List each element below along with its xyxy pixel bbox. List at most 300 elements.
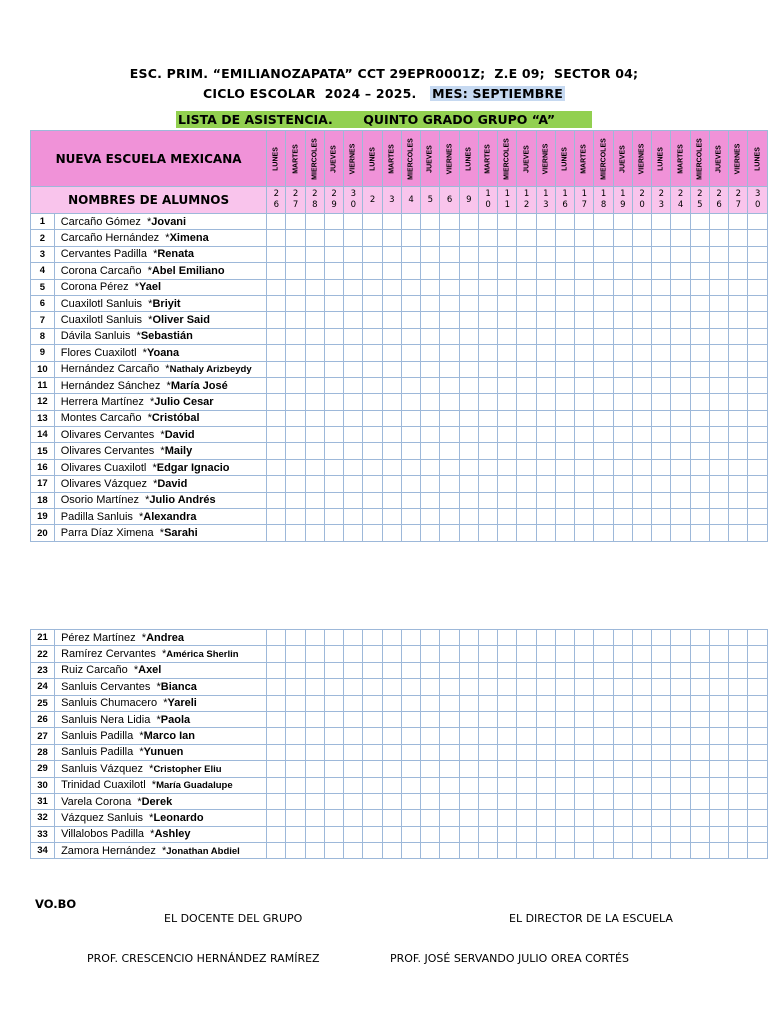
attendance-cell[interactable] (286, 410, 305, 426)
attendance-cell[interactable] (709, 728, 728, 744)
attendance-cell[interactable] (729, 459, 748, 475)
attendance-cell[interactable] (517, 328, 536, 344)
attendance-cell[interactable] (517, 728, 536, 744)
attendance-cell[interactable] (401, 793, 420, 809)
attendance-cell[interactable] (286, 279, 305, 295)
attendance-cell[interactable] (363, 679, 382, 695)
attendance-cell[interactable] (421, 630, 440, 646)
attendance-cell[interactable] (363, 711, 382, 727)
attendance-cell[interactable] (748, 279, 768, 295)
attendance-cell[interactable] (382, 328, 401, 344)
attendance-cell[interactable] (440, 761, 459, 777)
attendance-cell[interactable] (382, 295, 401, 311)
attendance-cell[interactable] (305, 744, 324, 760)
attendance-cell[interactable] (748, 646, 768, 662)
attendance-cell[interactable] (267, 246, 286, 262)
attendance-cell[interactable] (421, 377, 440, 393)
attendance-cell[interactable] (709, 394, 728, 410)
attendance-cell[interactable] (478, 711, 497, 727)
attendance-cell[interactable] (459, 410, 478, 426)
attendance-cell[interactable] (498, 761, 517, 777)
attendance-cell[interactable] (344, 246, 363, 262)
attendance-cell[interactable] (709, 826, 728, 842)
attendance-cell[interactable] (575, 246, 594, 262)
attendance-cell[interactable] (555, 328, 574, 344)
attendance-cell[interactable] (748, 793, 768, 809)
attendance-cell[interactable] (632, 761, 651, 777)
attendance-cell[interactable] (344, 711, 363, 727)
attendance-cell[interactable] (536, 410, 555, 426)
attendance-cell[interactable] (632, 394, 651, 410)
attendance-cell[interactable] (671, 427, 690, 443)
attendance-cell[interactable] (536, 630, 555, 646)
attendance-cell[interactable] (382, 630, 401, 646)
attendance-cell[interactable] (459, 394, 478, 410)
attendance-cell[interactable] (459, 443, 478, 459)
attendance-cell[interactable] (382, 377, 401, 393)
attendance-cell[interactable] (267, 662, 286, 678)
attendance-cell[interactable] (613, 679, 632, 695)
attendance-cell[interactable] (729, 630, 748, 646)
attendance-cell[interactable] (748, 230, 768, 246)
attendance-cell[interactable] (478, 279, 497, 295)
attendance-cell[interactable] (401, 443, 420, 459)
attendance-cell[interactable] (729, 525, 748, 541)
attendance-cell[interactable] (536, 361, 555, 377)
attendance-cell[interactable] (382, 679, 401, 695)
attendance-cell[interactable] (478, 826, 497, 842)
attendance-cell[interactable] (305, 427, 324, 443)
attendance-cell[interactable] (286, 744, 305, 760)
attendance-cell[interactable] (575, 630, 594, 646)
attendance-cell[interactable] (536, 476, 555, 492)
attendance-cell[interactable] (517, 509, 536, 525)
attendance-cell[interactable] (363, 295, 382, 311)
attendance-cell[interactable] (613, 810, 632, 826)
attendance-cell[interactable] (401, 459, 420, 475)
attendance-cell[interactable] (267, 695, 286, 711)
attendance-cell[interactable] (382, 214, 401, 230)
attendance-cell[interactable] (632, 230, 651, 246)
attendance-cell[interactable] (555, 793, 574, 809)
attendance-cell[interactable] (478, 744, 497, 760)
attendance-cell[interactable] (344, 843, 363, 859)
attendance-cell[interactable] (671, 826, 690, 842)
attendance-cell[interactable] (498, 646, 517, 662)
attendance-cell[interactable] (729, 711, 748, 727)
attendance-cell[interactable] (382, 646, 401, 662)
attendance-cell[interactable] (421, 509, 440, 525)
attendance-cell[interactable] (613, 630, 632, 646)
attendance-cell[interactable] (382, 777, 401, 793)
attendance-cell[interactable] (729, 728, 748, 744)
attendance-cell[interactable] (555, 679, 574, 695)
attendance-cell[interactable] (459, 761, 478, 777)
attendance-cell[interactable] (729, 662, 748, 678)
attendance-cell[interactable] (729, 793, 748, 809)
attendance-cell[interactable] (401, 728, 420, 744)
attendance-cell[interactable] (690, 695, 709, 711)
attendance-cell[interactable] (555, 662, 574, 678)
attendance-cell[interactable] (382, 312, 401, 328)
attendance-cell[interactable] (671, 525, 690, 541)
attendance-cell[interactable] (709, 843, 728, 859)
attendance-cell[interactable] (709, 810, 728, 826)
attendance-cell[interactable] (421, 214, 440, 230)
attendance-cell[interactable] (305, 361, 324, 377)
attendance-cell[interactable] (478, 361, 497, 377)
attendance-cell[interactable] (748, 345, 768, 361)
attendance-cell[interactable] (632, 695, 651, 711)
attendance-cell[interactable] (690, 744, 709, 760)
attendance-cell[interactable] (517, 476, 536, 492)
attendance-cell[interactable] (652, 793, 671, 809)
attendance-cell[interactable] (382, 263, 401, 279)
attendance-cell[interactable] (324, 410, 343, 426)
attendance-cell[interactable] (478, 492, 497, 508)
attendance-cell[interactable] (324, 793, 343, 809)
attendance-cell[interactable] (324, 843, 343, 859)
attendance-cell[interactable] (575, 777, 594, 793)
attendance-cell[interactable] (267, 345, 286, 361)
attendance-cell[interactable] (517, 230, 536, 246)
attendance-cell[interactable] (517, 345, 536, 361)
attendance-cell[interactable] (536, 492, 555, 508)
attendance-cell[interactable] (517, 630, 536, 646)
attendance-cell[interactable] (555, 646, 574, 662)
attendance-cell[interactable] (286, 443, 305, 459)
attendance-cell[interactable] (690, 679, 709, 695)
attendance-cell[interactable] (286, 394, 305, 410)
attendance-cell[interactable] (729, 509, 748, 525)
attendance-cell[interactable] (401, 662, 420, 678)
attendance-cell[interactable] (729, 646, 748, 662)
attendance-cell[interactable] (286, 230, 305, 246)
attendance-cell[interactable] (690, 427, 709, 443)
attendance-cell[interactable] (498, 394, 517, 410)
attendance-cell[interactable] (729, 810, 748, 826)
attendance-cell[interactable] (324, 459, 343, 475)
attendance-cell[interactable] (421, 695, 440, 711)
attendance-cell[interactable] (382, 728, 401, 744)
attendance-cell[interactable] (305, 312, 324, 328)
attendance-cell[interactable] (305, 761, 324, 777)
attendance-cell[interactable] (517, 711, 536, 727)
attendance-cell[interactable] (401, 843, 420, 859)
attendance-cell[interactable] (594, 728, 613, 744)
attendance-cell[interactable] (517, 662, 536, 678)
attendance-cell[interactable] (440, 459, 459, 475)
attendance-cell[interactable] (459, 810, 478, 826)
attendance-cell[interactable] (517, 761, 536, 777)
attendance-cell[interactable] (632, 646, 651, 662)
attendance-cell[interactable] (671, 279, 690, 295)
attendance-cell[interactable] (652, 263, 671, 279)
attendance-cell[interactable] (594, 843, 613, 859)
attendance-cell[interactable] (613, 443, 632, 459)
attendance-cell[interactable] (498, 410, 517, 426)
attendance-cell[interactable] (344, 744, 363, 760)
attendance-cell[interactable] (748, 744, 768, 760)
attendance-cell[interactable] (459, 246, 478, 262)
attendance-cell[interactable] (498, 295, 517, 311)
attendance-cell[interactable] (498, 492, 517, 508)
attendance-cell[interactable] (324, 695, 343, 711)
attendance-cell[interactable] (344, 279, 363, 295)
attendance-cell[interactable] (440, 246, 459, 262)
attendance-cell[interactable] (382, 761, 401, 777)
attendance-cell[interactable] (748, 459, 768, 475)
attendance-cell[interactable] (459, 826, 478, 842)
attendance-cell[interactable] (748, 679, 768, 695)
attendance-cell[interactable] (671, 679, 690, 695)
attendance-cell[interactable] (729, 279, 748, 295)
attendance-cell[interactable] (344, 328, 363, 344)
attendance-cell[interactable] (536, 443, 555, 459)
attendance-cell[interactable] (286, 810, 305, 826)
attendance-cell[interactable] (671, 263, 690, 279)
attendance-cell[interactable] (517, 679, 536, 695)
attendance-cell[interactable] (478, 646, 497, 662)
attendance-cell[interactable] (594, 793, 613, 809)
attendance-cell[interactable] (748, 214, 768, 230)
attendance-cell[interactable] (555, 826, 574, 842)
attendance-cell[interactable] (690, 345, 709, 361)
attendance-cell[interactable] (729, 295, 748, 311)
attendance-cell[interactable] (363, 214, 382, 230)
attendance-cell[interactable] (421, 793, 440, 809)
attendance-cell[interactable] (324, 646, 343, 662)
attendance-cell[interactable] (575, 728, 594, 744)
attendance-cell[interactable] (401, 777, 420, 793)
attendance-cell[interactable] (729, 826, 748, 842)
attendance-cell[interactable] (305, 509, 324, 525)
attendance-cell[interactable] (632, 361, 651, 377)
attendance-cell[interactable] (382, 509, 401, 525)
attendance-cell[interactable] (286, 476, 305, 492)
attendance-cell[interactable] (594, 744, 613, 760)
attendance-cell[interactable] (498, 459, 517, 475)
attendance-cell[interactable] (632, 345, 651, 361)
attendance-cell[interactable] (401, 263, 420, 279)
attendance-cell[interactable] (344, 476, 363, 492)
attendance-cell[interactable] (632, 793, 651, 809)
attendance-cell[interactable] (594, 443, 613, 459)
attendance-cell[interactable] (478, 459, 497, 475)
attendance-cell[interactable] (517, 646, 536, 662)
attendance-cell[interactable] (594, 662, 613, 678)
attendance-cell[interactable] (729, 312, 748, 328)
attendance-cell[interactable] (748, 263, 768, 279)
attendance-cell[interactable] (709, 646, 728, 662)
attendance-cell[interactable] (748, 630, 768, 646)
attendance-cell[interactable] (267, 295, 286, 311)
attendance-cell[interactable] (690, 312, 709, 328)
attendance-cell[interactable] (286, 793, 305, 809)
attendance-cell[interactable] (671, 230, 690, 246)
attendance-cell[interactable] (459, 777, 478, 793)
attendance-cell[interactable] (324, 761, 343, 777)
attendance-cell[interactable] (709, 263, 728, 279)
attendance-cell[interactable] (324, 312, 343, 328)
attendance-cell[interactable] (344, 646, 363, 662)
attendance-cell[interactable] (729, 443, 748, 459)
attendance-cell[interactable] (498, 679, 517, 695)
attendance-cell[interactable] (286, 630, 305, 646)
attendance-cell[interactable] (267, 361, 286, 377)
attendance-cell[interactable] (671, 509, 690, 525)
attendance-cell[interactable] (555, 214, 574, 230)
attendance-cell[interactable] (478, 662, 497, 678)
attendance-cell[interactable] (440, 826, 459, 842)
attendance-cell[interactable] (344, 761, 363, 777)
attendance-cell[interactable] (363, 492, 382, 508)
attendance-cell[interactable] (709, 476, 728, 492)
attendance-cell[interactable] (690, 728, 709, 744)
attendance-cell[interactable] (632, 328, 651, 344)
attendance-cell[interactable] (344, 630, 363, 646)
attendance-cell[interactable] (382, 826, 401, 842)
attendance-cell[interactable] (382, 345, 401, 361)
attendance-cell[interactable] (594, 630, 613, 646)
attendance-cell[interactable] (536, 826, 555, 842)
attendance-cell[interactable] (382, 843, 401, 859)
attendance-cell[interactable] (498, 843, 517, 859)
attendance-cell[interactable] (401, 328, 420, 344)
attendance-cell[interactable] (478, 525, 497, 541)
attendance-cell[interactable] (632, 214, 651, 230)
attendance-cell[interactable] (709, 793, 728, 809)
attendance-cell[interactable] (363, 230, 382, 246)
attendance-cell[interactable] (575, 230, 594, 246)
attendance-cell[interactable] (382, 793, 401, 809)
attendance-cell[interactable] (344, 214, 363, 230)
attendance-cell[interactable] (671, 410, 690, 426)
attendance-cell[interactable] (632, 476, 651, 492)
attendance-cell[interactable] (671, 662, 690, 678)
attendance-cell[interactable] (363, 345, 382, 361)
attendance-cell[interactable] (305, 394, 324, 410)
attendance-cell[interactable] (286, 345, 305, 361)
attendance-cell[interactable] (594, 230, 613, 246)
attendance-cell[interactable] (517, 492, 536, 508)
attendance-cell[interactable] (690, 509, 709, 525)
attendance-cell[interactable] (536, 312, 555, 328)
attendance-cell[interactable] (440, 662, 459, 678)
attendance-cell[interactable] (401, 695, 420, 711)
attendance-cell[interactable] (344, 312, 363, 328)
attendance-cell[interactable] (382, 810, 401, 826)
attendance-cell[interactable] (613, 230, 632, 246)
attendance-cell[interactable] (440, 843, 459, 859)
attendance-cell[interactable] (729, 246, 748, 262)
attendance-cell[interactable] (363, 777, 382, 793)
attendance-cell[interactable] (652, 377, 671, 393)
attendance-cell[interactable] (671, 476, 690, 492)
attendance-cell[interactable] (632, 711, 651, 727)
attendance-cell[interactable] (344, 443, 363, 459)
attendance-cell[interactable] (324, 443, 343, 459)
attendance-cell[interactable] (536, 427, 555, 443)
attendance-cell[interactable] (440, 345, 459, 361)
attendance-cell[interactable] (286, 728, 305, 744)
attendance-cell[interactable] (286, 761, 305, 777)
attendance-cell[interactable] (709, 525, 728, 541)
attendance-cell[interactable] (363, 695, 382, 711)
attendance-cell[interactable] (709, 679, 728, 695)
attendance-cell[interactable] (440, 777, 459, 793)
attendance-cell[interactable] (632, 312, 651, 328)
attendance-cell[interactable] (267, 728, 286, 744)
attendance-cell[interactable] (652, 295, 671, 311)
attendance-cell[interactable] (748, 295, 768, 311)
attendance-cell[interactable] (382, 279, 401, 295)
attendance-cell[interactable] (459, 214, 478, 230)
attendance-cell[interactable] (709, 630, 728, 646)
attendance-cell[interactable] (652, 744, 671, 760)
attendance-cell[interactable] (690, 662, 709, 678)
attendance-cell[interactable] (344, 263, 363, 279)
attendance-cell[interactable] (652, 810, 671, 826)
attendance-cell[interactable] (613, 793, 632, 809)
attendance-cell[interactable] (459, 744, 478, 760)
attendance-cell[interactable] (498, 826, 517, 842)
attendance-cell[interactable] (498, 443, 517, 459)
attendance-cell[interactable] (613, 279, 632, 295)
attendance-cell[interactable] (440, 711, 459, 727)
attendance-cell[interactable] (286, 826, 305, 842)
attendance-cell[interactable] (401, 476, 420, 492)
attendance-cell[interactable] (690, 246, 709, 262)
attendance-cell[interactable] (440, 443, 459, 459)
attendance-cell[interactable] (382, 246, 401, 262)
attendance-cell[interactable] (555, 810, 574, 826)
attendance-cell[interactable] (709, 662, 728, 678)
attendance-cell[interactable] (459, 793, 478, 809)
attendance-cell[interactable] (382, 443, 401, 459)
attendance-cell[interactable] (748, 246, 768, 262)
attendance-cell[interactable] (267, 230, 286, 246)
attendance-cell[interactable] (286, 427, 305, 443)
attendance-cell[interactable] (459, 525, 478, 541)
attendance-cell[interactable] (555, 695, 574, 711)
attendance-cell[interactable] (748, 711, 768, 727)
attendance-cell[interactable] (286, 509, 305, 525)
attendance-cell[interactable] (286, 361, 305, 377)
attendance-cell[interactable] (594, 459, 613, 475)
attendance-cell[interactable] (305, 826, 324, 842)
attendance-cell[interactable] (748, 662, 768, 678)
attendance-cell[interactable] (729, 377, 748, 393)
attendance-cell[interactable] (709, 377, 728, 393)
attendance-cell[interactable] (671, 443, 690, 459)
attendance-cell[interactable] (748, 777, 768, 793)
attendance-cell[interactable] (671, 695, 690, 711)
attendance-cell[interactable] (440, 695, 459, 711)
attendance-cell[interactable] (344, 525, 363, 541)
attendance-cell[interactable] (498, 214, 517, 230)
attendance-cell[interactable] (421, 443, 440, 459)
attendance-cell[interactable] (498, 427, 517, 443)
attendance-cell[interactable] (555, 843, 574, 859)
attendance-cell[interactable] (748, 476, 768, 492)
attendance-cell[interactable] (652, 230, 671, 246)
attendance-cell[interactable] (459, 312, 478, 328)
attendance-cell[interactable] (324, 361, 343, 377)
attendance-cell[interactable] (267, 646, 286, 662)
attendance-cell[interactable] (536, 711, 555, 727)
attendance-cell[interactable] (575, 263, 594, 279)
